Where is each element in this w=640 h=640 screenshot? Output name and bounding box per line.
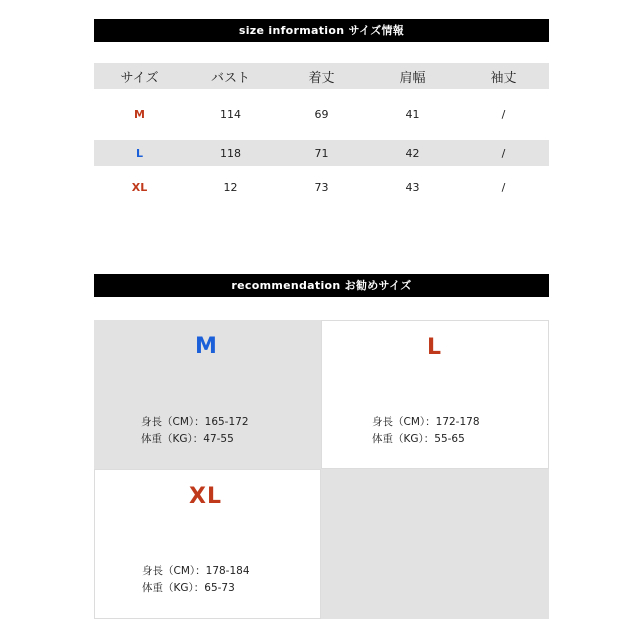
recommendation-grid — [94, 320, 549, 619]
recommendation-card-xl — [94, 469, 321, 619]
body-measurements — [141, 414, 249, 448]
size-table-header — [94, 63, 549, 89]
height-range: 身長（CM）：178-184 — [142, 565, 250, 577]
size-label: M — [134, 108, 145, 121]
size-label: L — [135, 146, 143, 160]
bust-value: 12 — [223, 181, 238, 194]
size-label: XL — [131, 181, 148, 194]
header-length: 着丈 — [308, 70, 335, 86]
recommended-size: M — [195, 334, 218, 359]
size-table — [94, 63, 549, 209]
table-row — [94, 166, 549, 209]
length-value: 73 — [314, 181, 329, 194]
sleeve-value: / — [501, 181, 506, 194]
sleeve-value: / — [501, 146, 506, 160]
height-range: 身長（CM）：165-172 — [141, 416, 249, 428]
recommended-size: XL — [189, 484, 222, 509]
body-measurements — [372, 414, 480, 448]
recommended-size: L — [427, 335, 443, 360]
weight-range: 体重（KG）：65-73 — [142, 582, 235, 594]
recommendation-card-l — [321, 320, 549, 469]
shoulder-value: 42 — [405, 146, 420, 160]
empty-card — [321, 469, 549, 619]
bust-value: 118 — [220, 146, 241, 160]
shoulder-value: 43 — [405, 181, 420, 194]
weight-range: 体重（KG）：47-55 — [141, 433, 234, 445]
header-shoulder: 肩幅 — [399, 70, 426, 86]
sleeve-value: / — [501, 108, 506, 121]
header-size: サイズ — [120, 70, 159, 86]
body-measurements — [142, 563, 250, 597]
height-range: 身長（CM）：172-178 — [372, 416, 480, 428]
shoulder-value: 41 — [405, 108, 420, 121]
recommendation-card-m — [94, 320, 321, 469]
bust-value: 114 — [220, 108, 241, 121]
recommendation-banner: recommendation お勧めサイズ — [94, 274, 549, 297]
length-value: 69 — [314, 108, 329, 121]
length-value: 71 — [314, 146, 329, 160]
weight-range: 体重（KG）：55-65 — [372, 433, 465, 445]
table-row — [94, 89, 549, 140]
table-row — [94, 140, 549, 166]
header-bust: バスト — [210, 70, 250, 86]
size-information-banner: size information サイズ情報 — [94, 19, 549, 42]
header-sleeve: 袖丈 — [490, 70, 517, 86]
